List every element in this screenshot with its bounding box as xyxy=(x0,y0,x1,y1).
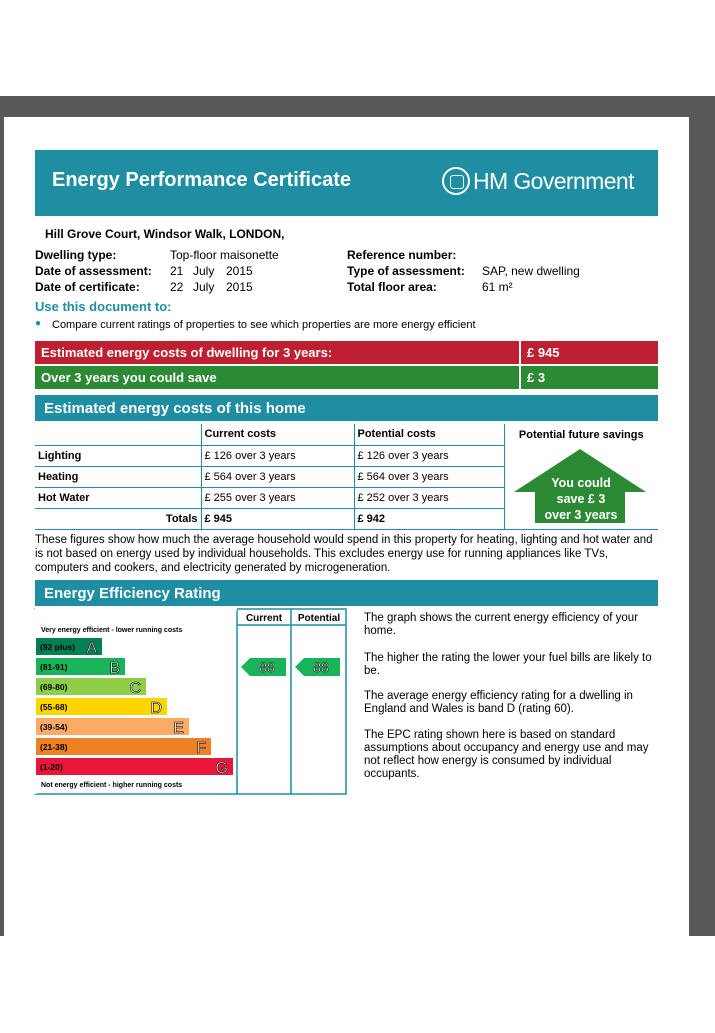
costs-header-row xyxy=(35,424,658,445)
row-name: Lighting xyxy=(35,445,201,466)
assessment-day: 21 xyxy=(170,264,184,278)
savings-arrow-line3: over 3 years xyxy=(544,508,618,522)
savings-arrow-line1: You could xyxy=(551,476,611,490)
saving-label: Over 3 years you could save xyxy=(41,370,217,385)
bottom-note xyxy=(41,782,182,789)
savings-arrow-line2: save £ 3 xyxy=(556,492,606,506)
costs-note: These figures show how much the average household would spend in this property for heating, lighting and hot water and is not based on energy used by individual households. This excludes energy use for running appliances like TVs, computers and cookers, and electricity generated by microgeneration. xyxy=(35,534,653,574)
energy-rating-chart xyxy=(34,608,348,798)
band-range: (21-38) xyxy=(40,742,68,752)
assessment-date-label: Date of assessment: xyxy=(35,264,152,278)
bottom-note-a: Not energy efficient - xyxy=(41,782,113,789)
band-range: (1-20) xyxy=(40,762,63,772)
rating-bands xyxy=(36,638,233,777)
band-letter: E xyxy=(173,720,184,737)
current-rating-value: 88 xyxy=(259,659,275,675)
dwelling-type-value: Top-floor maisonette xyxy=(170,248,279,262)
floor-area-value: 61 m² xyxy=(482,280,513,294)
bottom-note-b: higher running costs xyxy=(112,782,183,789)
certificate-month: July xyxy=(193,280,215,294)
top-note-a: Very energy efficient - xyxy=(41,627,116,634)
dwelling-type-label: Dwelling type: xyxy=(35,248,117,262)
assessment-type-label: Type of assessment: xyxy=(347,264,465,278)
estimated-cost-value: £ 945 xyxy=(527,345,560,360)
saving-value: £ 3 xyxy=(527,370,546,385)
band-g xyxy=(36,758,233,775)
row-name: Hot Water xyxy=(35,487,201,508)
estimated-cost-value-box xyxy=(521,341,658,364)
bullet-icon: ● xyxy=(35,318,42,329)
band-letter: C xyxy=(129,680,141,697)
row-name: Heating xyxy=(35,466,201,487)
certificate-date-label: Date of certificate: xyxy=(35,280,140,294)
logo-text: HM Government xyxy=(473,167,634,194)
savings-arrow-text xyxy=(530,475,632,523)
band-range: (39-54) xyxy=(40,722,68,732)
crest-icon xyxy=(442,167,470,195)
assessment-year: 2015 xyxy=(226,264,253,278)
row-potential-cost: £ 126 over 3 years xyxy=(354,445,504,466)
band-range: (81-91) xyxy=(40,662,68,672)
top-note xyxy=(41,627,182,634)
band-letter: A xyxy=(86,640,97,657)
rating-text-2: The higher the rating the lower your fuel bills are likely to be. xyxy=(364,652,652,677)
costs-header-blank xyxy=(35,424,201,445)
use-document-bullet: Compare current ratings of properties to see which properties are more energy efficient xyxy=(52,319,476,331)
assessment-type-value: SAP, new dwelling xyxy=(482,264,580,278)
totals-current: £ 945 xyxy=(201,508,354,529)
use-document-title: Use this document to: xyxy=(35,299,172,314)
costs-header-savings: Potential future savings xyxy=(518,428,644,441)
costs-header-current: Current costs xyxy=(201,424,354,445)
row-potential-cost: £ 564 over 3 years xyxy=(354,466,504,487)
band-range: (69-80) xyxy=(40,682,68,692)
property-address: Hill Grove Court, Windsor Walk, LONDON, xyxy=(45,227,285,241)
totals-potential: £ 942 xyxy=(354,508,504,529)
top-note-b: lower running costs xyxy=(115,627,183,634)
row-potential-cost: £ 252 over 3 years xyxy=(354,487,504,508)
band-letter: G xyxy=(215,760,228,777)
row-current-cost: £ 255 over 3 years xyxy=(201,487,354,508)
saving-value-box xyxy=(521,366,658,389)
certificate-day: 22 xyxy=(170,280,184,294)
certificate-year: 2015 xyxy=(226,280,253,294)
current-column-label: Current xyxy=(245,613,283,624)
reference-label: Reference number: xyxy=(347,248,457,262)
band-range: (92 plus) xyxy=(40,642,75,652)
band-letter: D xyxy=(150,700,162,717)
row-current-cost: £ 126 over 3 years xyxy=(201,445,354,466)
band-range: (55-68) xyxy=(40,702,68,712)
rating-text-4: The EPC rating shown here is based on standard assumptions about occupancy and energy use and may not reflect how energy is consumed by individual occupants. xyxy=(364,729,649,780)
band-letter: F xyxy=(196,740,206,757)
band-letter: B xyxy=(109,660,120,677)
saving-bar xyxy=(35,366,519,389)
costs-header-potential: Potential costs xyxy=(354,424,504,445)
potential-rating-value: 88 xyxy=(313,659,329,675)
floor-area-label: Total floor area: xyxy=(347,280,437,294)
estimated-cost-label: Estimated energy costs of dwelling for 3 years: xyxy=(41,345,333,360)
document-title: Energy Performance Certificate xyxy=(52,169,352,191)
costs-section-title: Estimated energy costs of this home xyxy=(35,395,658,421)
totals-label: Totals xyxy=(35,508,201,529)
estimated-cost-bar xyxy=(35,341,519,364)
assessment-month: July xyxy=(193,264,215,278)
rating-text-1: The graph shows the current energy efficiency of your home. xyxy=(364,612,639,637)
row-current-cost: £ 564 over 3 years xyxy=(201,466,354,487)
hm-government-logo xyxy=(442,166,634,196)
rating-section-title: Energy Efficiency Rating xyxy=(35,580,658,606)
rating-text-3: The average energy efficiency rating for a dwelling in England and Wales is band D (rating 60). xyxy=(364,690,633,715)
potential-column-label: Potential xyxy=(297,613,341,624)
